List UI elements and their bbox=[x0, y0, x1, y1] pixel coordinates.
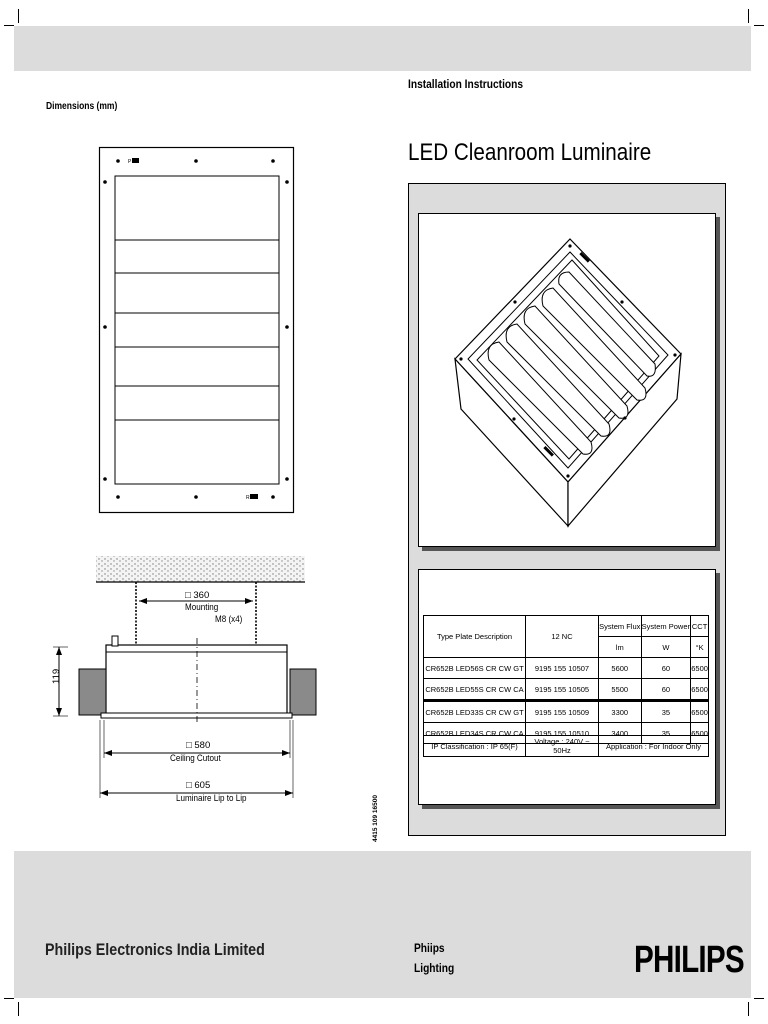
row-desc: CR652B LED56S CR CW GT bbox=[424, 658, 526, 679]
header-type-plate: Type Plate Description bbox=[424, 616, 526, 658]
row-power: 35 bbox=[641, 723, 691, 744]
product-illustration-box bbox=[418, 213, 716, 547]
svg-text:R: R bbox=[246, 495, 250, 501]
table-row bbox=[424, 701, 709, 723]
row-cct: 6500 bbox=[691, 658, 709, 679]
row-power: 60 bbox=[641, 658, 691, 679]
doc-code: 4415 109 16500 bbox=[372, 795, 379, 842]
section-view-drawing bbox=[38, 548, 318, 810]
crop-mark bbox=[748, 9, 749, 23]
height-dim: 119 bbox=[51, 668, 62, 684]
header-band bbox=[14, 26, 751, 71]
voltage-info: Voltage : 240V ~ 50Hz bbox=[526, 736, 599, 757]
row-flux: 3300 bbox=[599, 701, 642, 723]
header-flux: System Flux bbox=[599, 616, 642, 637]
header-nc: 12 NC bbox=[526, 616, 599, 658]
company-name: Philips Electronics India Limited bbox=[45, 940, 265, 959]
division-line1: Phiips bbox=[414, 941, 445, 955]
row-nc: 9195 155 10509 bbox=[526, 701, 599, 723]
product-title: LED Cleanroom Luminaire bbox=[408, 139, 652, 166]
row-nc: 9195 155 10507 bbox=[526, 658, 599, 679]
row-desc: CR652B LED34S CR CW CA bbox=[424, 723, 526, 744]
table-row bbox=[424, 679, 709, 701]
header-flux-unit: lm bbox=[599, 637, 642, 658]
application-info: Application : For Indoor Only bbox=[599, 736, 709, 757]
crop-mark bbox=[4, 25, 14, 26]
row-nc: 9195 155 10510 bbox=[526, 723, 599, 744]
row-flux: 3400 bbox=[599, 723, 642, 744]
top-view-drawing bbox=[98, 146, 296, 516]
dimensions-label: Dimensions (mm) bbox=[46, 101, 118, 112]
row-desc: CR652B LED33S CR CW GT bbox=[424, 701, 526, 723]
ip-classification: IP Classification : IP 65(F) bbox=[424, 736, 526, 757]
crop-mark bbox=[748, 1002, 749, 1016]
cutout-label: Ceiling Cutout bbox=[170, 753, 221, 764]
header-cct: CCT bbox=[691, 616, 709, 637]
lip-label: Luminaire Lip to Lip bbox=[176, 793, 247, 804]
row-power: 35 bbox=[641, 701, 691, 723]
row-cct: 6500 bbox=[691, 701, 709, 723]
header-power-unit: W bbox=[641, 637, 691, 658]
header-cct-unit: °K bbox=[691, 637, 709, 658]
cutout-dim: □ 580 bbox=[186, 740, 211, 751]
crop-mark bbox=[4, 998, 14, 999]
crop-mark bbox=[754, 998, 764, 999]
svg-text:P R: P R bbox=[128, 159, 137, 165]
crop-mark bbox=[754, 25, 764, 26]
spec-table bbox=[423, 615, 709, 744]
philips-logo: PHILIPS bbox=[634, 939, 744, 981]
table-row bbox=[424, 658, 709, 679]
screw-label: M8 (x4) bbox=[215, 614, 243, 625]
row-desc: CR652B LED55S CR CW CA bbox=[424, 679, 526, 701]
division-line2: Lighting bbox=[414, 961, 455, 975]
mounting-label: Mounting bbox=[185, 602, 219, 613]
row-flux: 5600 bbox=[599, 658, 642, 679]
row-power: 60 bbox=[641, 679, 691, 701]
header-power: System Power bbox=[641, 616, 691, 637]
lip-dim: □ 605 bbox=[186, 780, 211, 791]
crop-mark bbox=[18, 9, 19, 23]
row-cct: 6500 bbox=[691, 679, 709, 701]
luminaire-isometric-image bbox=[419, 214, 715, 546]
spec-footer-table bbox=[423, 735, 709, 757]
row-cct: 6500 bbox=[691, 723, 709, 744]
row-nc: 9195 155 10505 bbox=[526, 679, 599, 701]
mounting-dim: □ 360 bbox=[185, 590, 210, 601]
installation-label: Installation Instructions bbox=[408, 77, 524, 91]
crop-mark bbox=[18, 1002, 19, 1016]
row-flux: 5500 bbox=[599, 679, 642, 701]
